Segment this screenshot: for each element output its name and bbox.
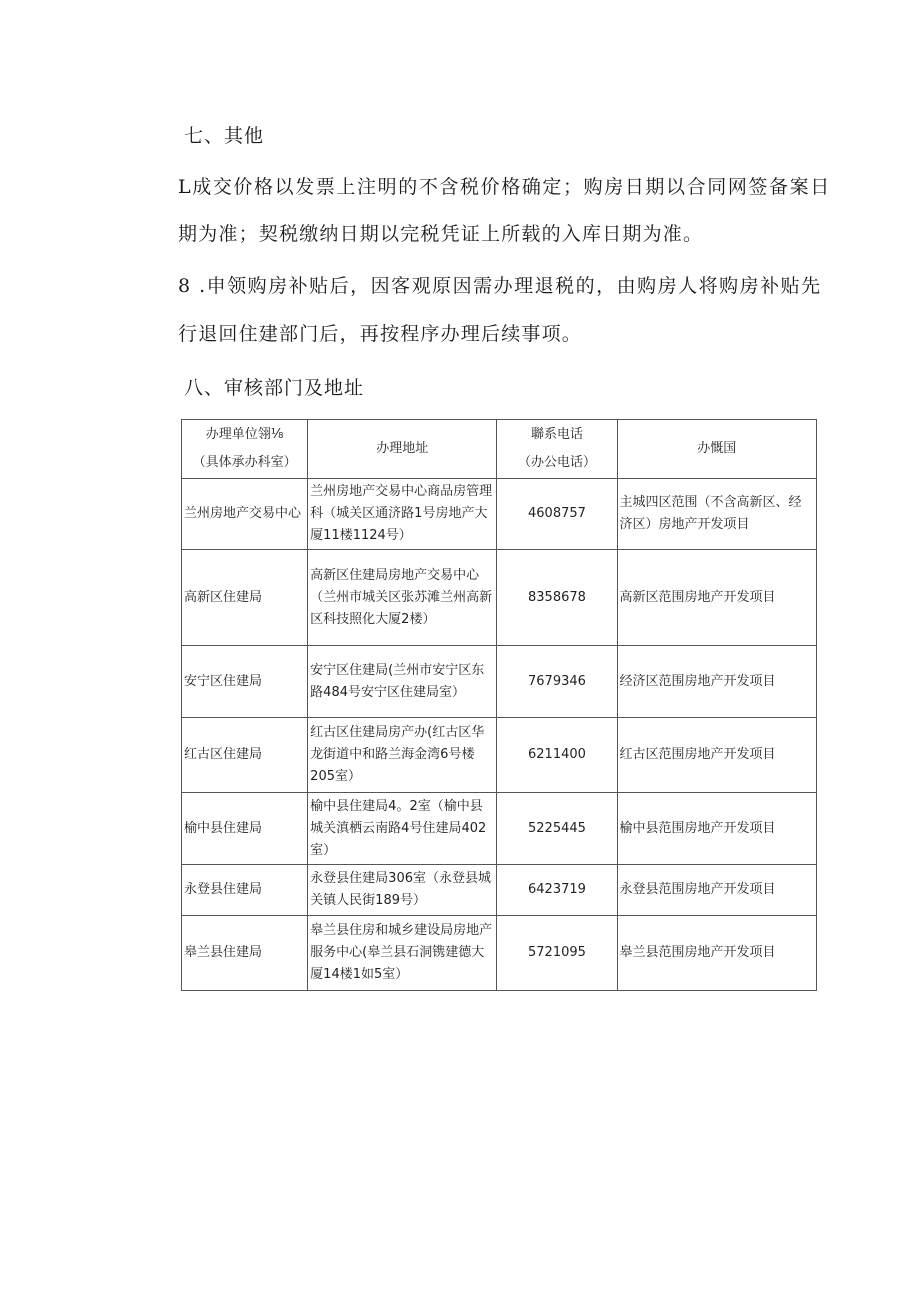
cell-phone: 5721095	[497, 916, 617, 991]
header-unit	[182, 420, 308, 479]
cell-phone: 8358678	[497, 550, 617, 646]
cell-phone: 7679346	[497, 646, 617, 718]
cell-scope: 永登县范围房地产开发项目	[617, 865, 816, 916]
section-7-heading: 七、其他	[184, 125, 265, 147]
cell-unit: 高新区住建局	[182, 550, 308, 646]
table-header-row	[182, 420, 817, 479]
paragraph-2-line-1: 8 .申领购房补贴后，因客观原因需办理退税的，由购房人将购房补贴先	[178, 275, 822, 297]
table-row	[182, 718, 817, 793]
cell-phone: 5225445	[497, 793, 617, 865]
cell-unit: 皋兰县住建局	[182, 916, 308, 991]
cell-address: 红古区住建局房产办(红古区华龙街道中和路兰海金湾6号楼205室）	[308, 718, 497, 793]
table-row	[182, 793, 817, 865]
header-unit-line-2: （具体承办科室）	[192, 455, 297, 470]
header-address: 办理地址	[308, 420, 497, 479]
cell-unit: 安宁区住建局	[182, 646, 308, 718]
cell-address: 皋兰县住房和城乡建设局房地产服务中心(皋兰县石洞镌建德大厦14楼1如5室）	[308, 916, 497, 991]
table-row	[182, 916, 817, 991]
cell-address: 高新区住建局房地产交易中心（兰州市城关区张苏滩兰州高新区科技照化大厦2楼）	[308, 550, 497, 646]
cell-address: 安宁区住建局(兰州市安宁区东路484号安宁区住建局室）	[308, 646, 497, 718]
paragraph-1-line-2: 期为准；契税缴纳日期以完税凭证上所载的入库日期为准。	[178, 223, 704, 245]
cell-scope: 榆中县范围房地产开发项目	[617, 793, 816, 865]
cell-address: 榆中县住建局4。2室（榆中县城关滇栖云南路4号住建局402室）	[308, 793, 497, 865]
cell-address: 兰州房地产交易中心商品房管理科（城关区通济路1号房地产大厦11楼1124号）	[308, 479, 497, 550]
header-unit-line-1: 办理单位翎⅛	[205, 427, 284, 442]
paragraph-1-line-1: L成交价格以发票上注明的不含税价格确定；购房日期以合同网签备案日	[178, 176, 831, 198]
cell-scope: 高新区范围房地产开发项目	[617, 550, 816, 646]
paragraph-2-line-2: 行退回住建部门后，再按程序办理后续事项。	[178, 323, 583, 345]
section-8-heading: 八、审核部门及地址	[184, 377, 365, 399]
table-row	[182, 865, 817, 916]
cell-phone: 6423719	[497, 865, 617, 916]
cell-unit: 兰州房地产交易中心	[182, 479, 308, 550]
table-row	[182, 646, 817, 718]
header-phone	[497, 420, 617, 479]
cell-unit: 永登县住建局	[182, 865, 308, 916]
cell-scope: 经济区范围房地产开发项目	[617, 646, 816, 718]
cell-scope: 皋兰县范围房地产开发项目	[617, 916, 816, 991]
cell-unit: 红古区住建局	[182, 718, 308, 793]
cell-unit: 榆中县住建局	[182, 793, 308, 865]
cell-scope: 主城四区范围（不含高新区、经济区）房地产开发项目	[617, 479, 816, 550]
cell-phone: 4608757	[497, 479, 617, 550]
header-phone-line-2: （办公电话）	[517, 455, 596, 470]
cell-address: 永登县住建局306室（永登县城关镇人民街189号）	[308, 865, 497, 916]
cell-phone: 6211400	[497, 718, 617, 793]
cell-scope: 红古区范围房地产开发项目	[617, 718, 816, 793]
table-row	[182, 550, 817, 646]
table-row	[182, 479, 817, 550]
header-phone-line-1: 聯系电话	[530, 427, 583, 442]
review-departments-table	[181, 419, 817, 991]
header-scope: 办慨国	[617, 420, 816, 479]
